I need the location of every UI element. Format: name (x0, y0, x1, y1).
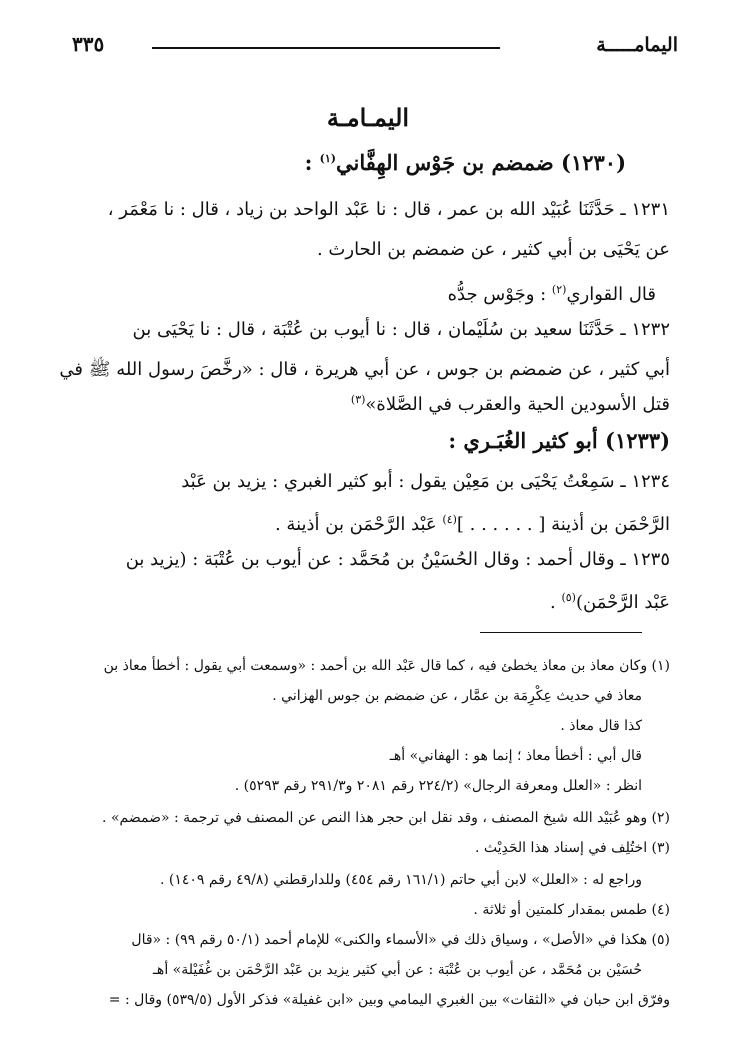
footnote-rule (480, 632, 642, 633)
footnote-2: (٢) وهو عُبَيْد الله شيخ المصنف ، وقد نقل ابن حجر هذا النص عن المصنف في ترجمة : «ضمضم» . (102, 810, 670, 826)
entry-heading-1233: (١٢٣٣) أبو كثير الغُبَـري : (448, 428, 670, 453)
hadith-1232-line-3: قتل الأسودين الحية والعقرب في الصَّلاة»$^{(٣)}$ (350, 393, 670, 415)
hadith-1235-line-2: عَبْد الرَّحْمَن)$^{(٥)}$ . (549, 591, 670, 613)
hadith-1232-line-1: ١٢٣٢ ـ حَدَّثَنَا سعيد بن سُلَيْمان ، قال : نا أيوب بن عُتْبَة ، قال : نا يَحْيَى بن (132, 319, 670, 340)
footnote-5-line-1: (٥) هكذا في «الأصل» ، وسياق ذلك في «الأسماء والكنى» للإمام أحمد (٥٠/١ رقم ٩٩) : «قال (131, 932, 670, 948)
footnote-1-line-3: كذا قال معاذ . (560, 718, 642, 734)
footnote-5-line-2: حُسَيْن بن مُحَمَّد ، عن أيوب بن عُتْبَة : عن أبي كثير يزيد بن عَبْد الرَّحْمَن بن غُفَيْلة» أهـ (152, 962, 642, 978)
hadith-1235-line-1: ١٢٣٥ ـ وقال أحمد : وقال الحُسَيْنُ بن مُحَمَّد : عن أيوب بن عُتْبَة : (يزيد بن (125, 549, 670, 570)
footnote-1-line-2: معاذ في حديث عِكْرِمَة بن عمَّار ، عن ضمضم بن جوس الهزاني . (272, 688, 642, 704)
running-title: اليمامـــــة (596, 34, 678, 56)
hadith-1231-line-2: عن يَحْيَى بن أبي كثير ، عن ضمضم بن الحارث . (316, 239, 670, 260)
footnote-ref: (١) (319, 152, 337, 165)
section-title: اليمـامـة (326, 103, 410, 132)
footnote-3-line-1: (٣) اختُلِف في إسناد هذا الحَدِيْث . (474, 840, 670, 856)
page-number: ٣٣٥ (72, 32, 105, 56)
heading-text: (١٢٣٠) ضمضم بن جَوْس الهِفَّاني (336, 150, 626, 175)
footnote-1-line-4: قال أبي : أخطأ معاذ ؛ إنما هو : الهفاني» أهـ (389, 748, 642, 764)
hadith-1234-line-1: ١٢٣٤ ـ سَمِعْتُ يَحْيَى بن مَعِيْن يقول : أبو كثير الغبري : يزيد بن عَبْد (181, 471, 670, 492)
footnote-ref: (٢) (551, 283, 567, 296)
hadith-1234-line-2: الرَّحْمَن بن أذينة [ . . . . . . ]$^{(٤)}$ عَبْد الرَّحْمَن بن أذينة . (274, 513, 670, 535)
heading-tail: : (304, 150, 313, 175)
hadith-1231-line-1: ١٢٣١ ـ حَدَّثَنَا عُبَيْد الله بن عمر ، قال : نا عَبْد الواحد بن زياد ، قال : نا مَعْمَر ، (107, 199, 670, 220)
header-rule (152, 47, 500, 49)
footnote-ref: (٤) (442, 513, 457, 526)
footnote-ref: (٥) (561, 591, 576, 604)
hadith-1232-line-2: أبي كثير ، عن ضمضم بن جوس ، عن أبي هريرة ، قال : «رخَّصَ رسول الله ﷺ في (59, 359, 670, 380)
footnote-1-line-5: انظر : «العلل ومعرفة الرجال» (٢٢٤/٢ رقم ٢٠٨١ و٢٩١/٣ رقم ٥٢٩٣) . (234, 778, 642, 794)
narrator-note-1231: قال القواري$^{(٢)}$ : وجَوْس جدُّه (447, 283, 656, 305)
footnote-5-line-3: وفرّق ابن حبان في «الثقات» بين الغبري اليمامي وبين «ابن غفيلة» فذكر الأول (٥٣٩/٥) وقال : = (108, 992, 670, 1008)
entry-heading-1230 (305, 150, 626, 175)
footnote-1-line-1: (١) وكان معاذ بن معاذ يخطئ فيه ، كما قال عَبْد الله بن أحمد : «وسمعت أبي يقول : أخطأ معاذ بن (103, 658, 670, 674)
footnote-ref: (٣) (350, 393, 366, 406)
footnote-4: (٤) طمس بمقدار كلمتين أو ثلاثة . (473, 902, 670, 918)
footnote-3-line-2: وراجع له : «العلل» لابن أبي حاتم (١٦١/١ رقم ٤٥٤) وللدارقطني (٤٩/٨ رقم ١٤٠٩) . (159, 872, 642, 888)
